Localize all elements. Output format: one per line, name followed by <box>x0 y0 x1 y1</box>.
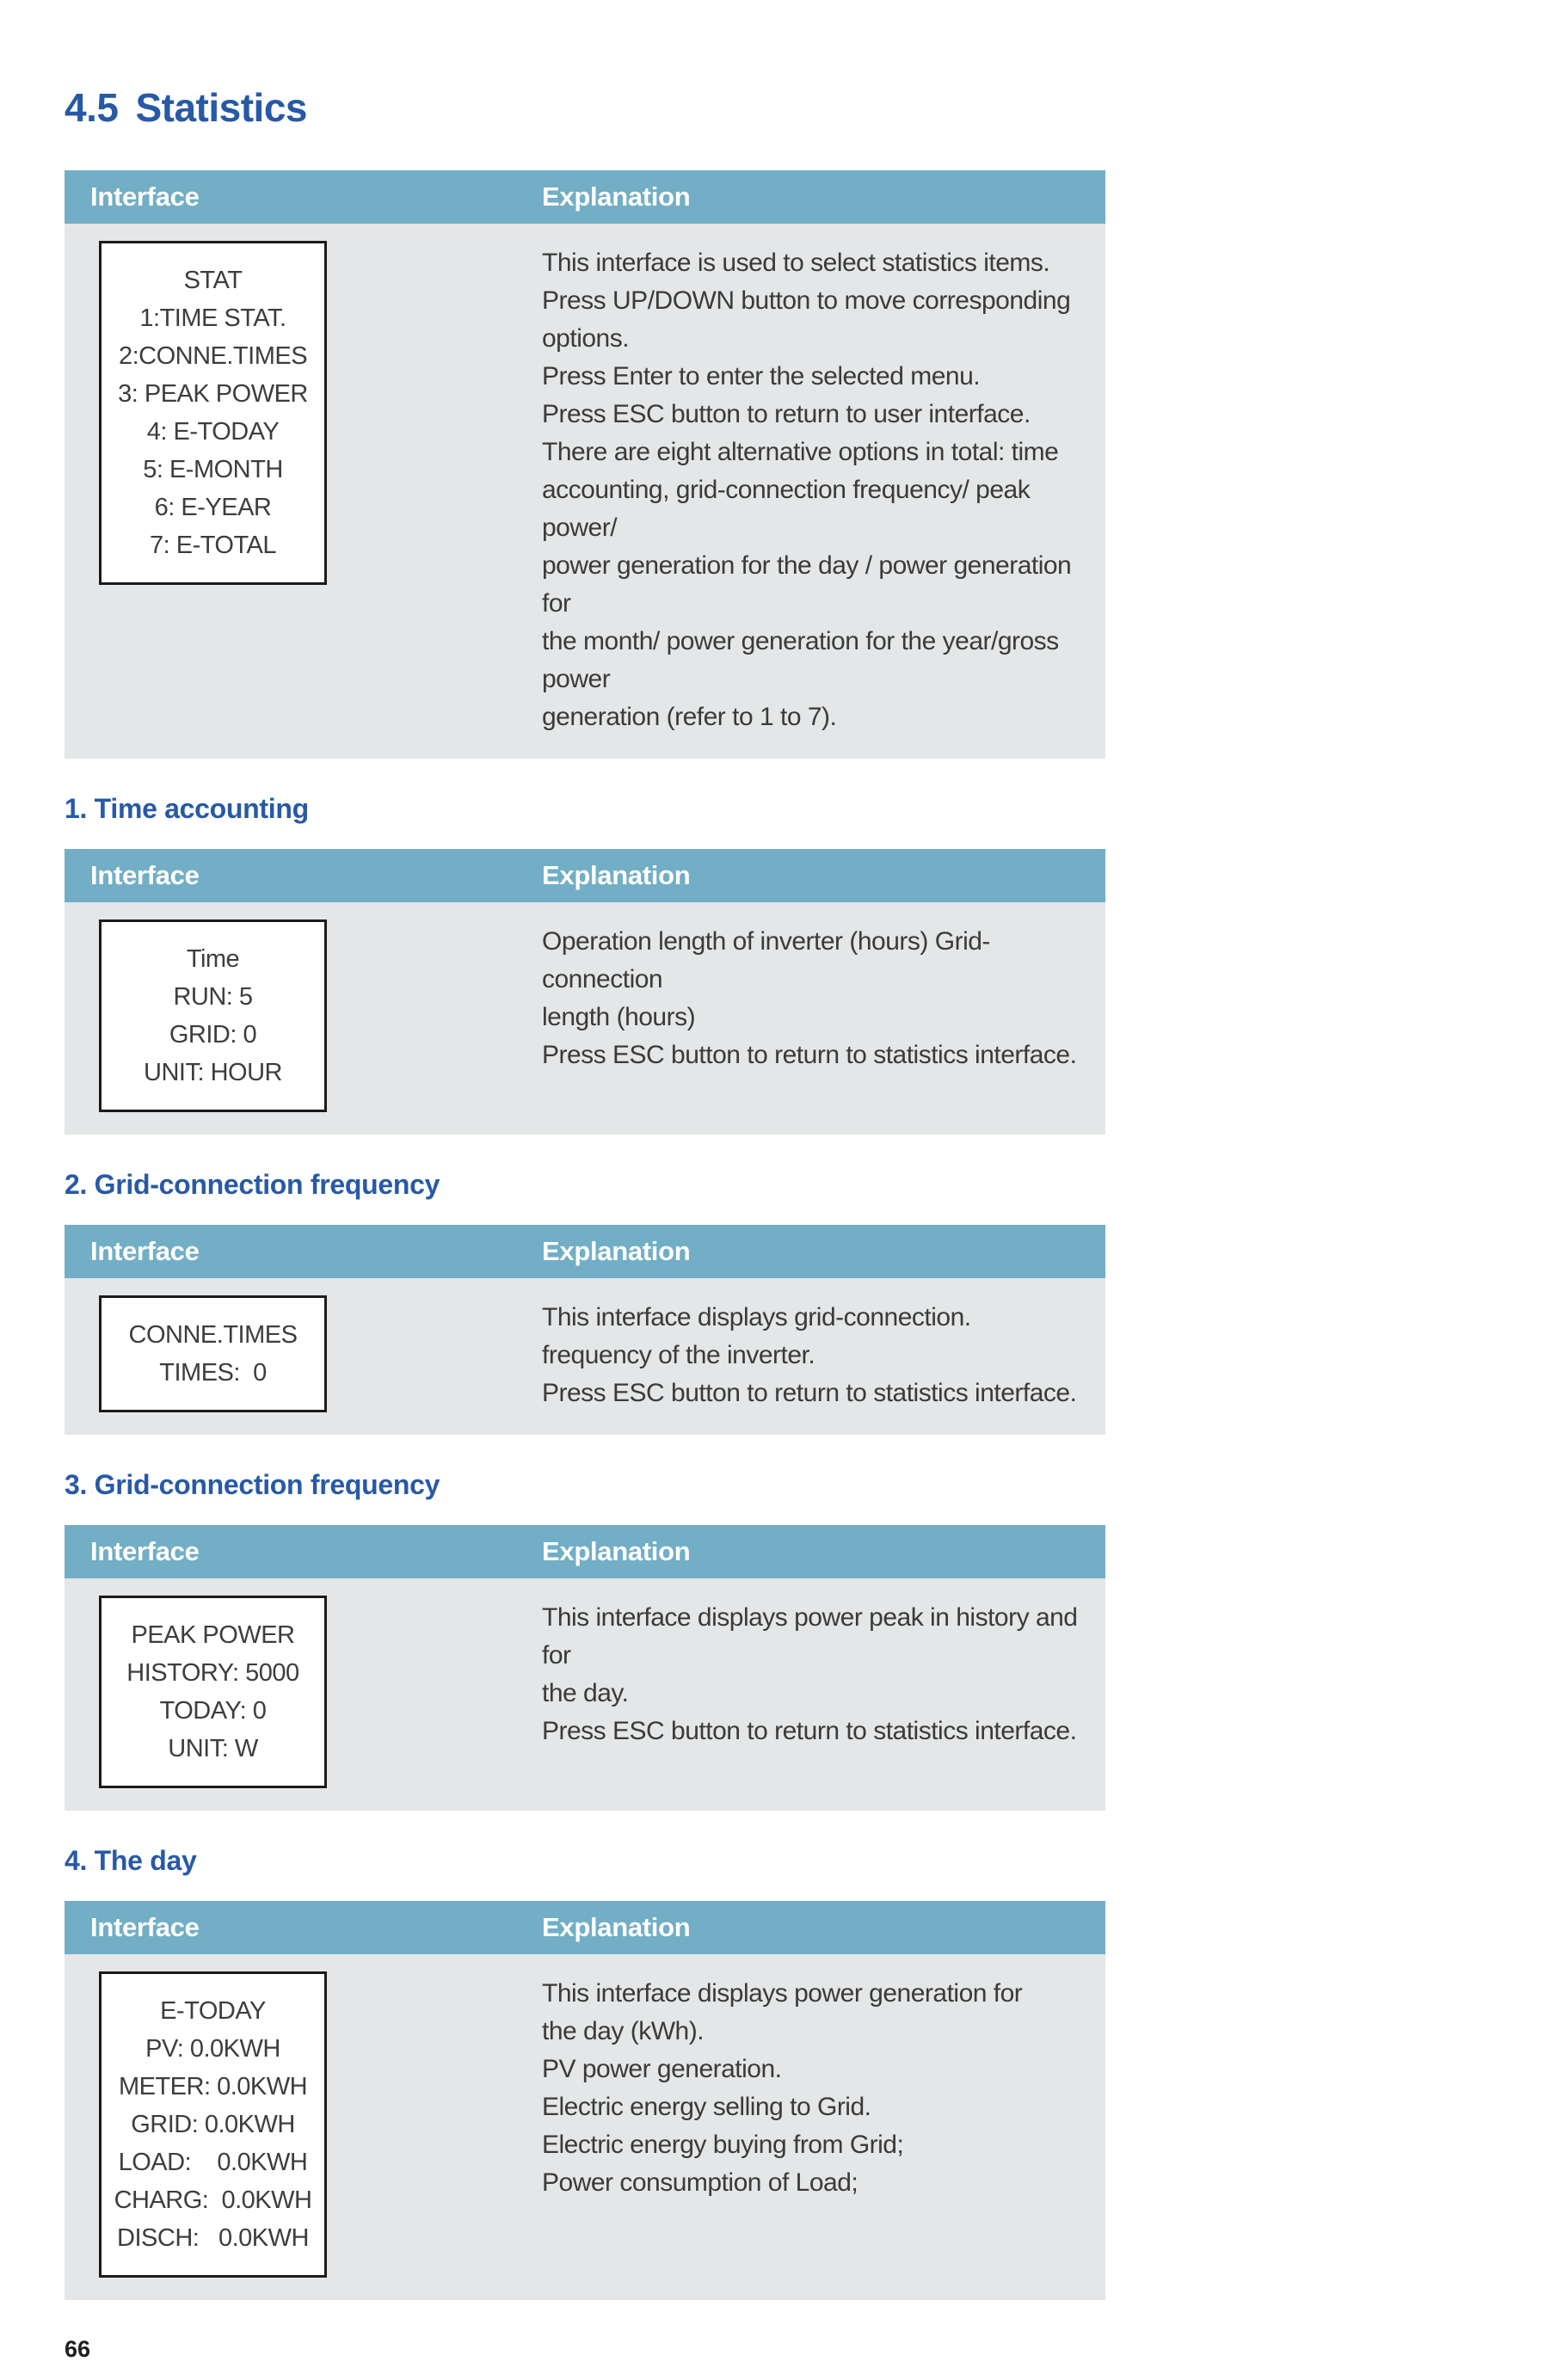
explanation-column-header: Explanation <box>542 860 691 890</box>
explanation-line: the day. <box>542 1679 629 1707</box>
lcd-screen <box>99 919 327 1112</box>
screen-line: 7: E-TOTAL <box>149 532 277 559</box>
screen-line: 6: E-YEAR <box>154 494 272 521</box>
explanation-line: This interface is used to select statistics items. <box>542 249 1050 277</box>
explanation-line: Press Enter to enter the selected menu. <box>542 362 981 391</box>
screen-line: TIMES: 0 <box>159 1359 267 1387</box>
explanation-line: accounting, grid-connection frequency/ peak power/ <box>542 476 1037 542</box>
section-heading-peak-power: 3. Grid-connection frequency <box>65 1469 440 1500</box>
explanation-line: Press ESC button to return to statistics interface. <box>542 1379 1077 1407</box>
explanation-line: PV power generation. <box>542 2055 782 2083</box>
interface-cell <box>65 1295 542 1412</box>
explanation-line: Press ESC button to return to statistics interface. <box>542 1717 1077 1745</box>
screen-line: PV: 0.0KWH <box>145 2035 280 2063</box>
page-title-text: Statistics <box>135 85 307 130</box>
explanation-line: Power consumption of Load; <box>542 2168 859 2197</box>
interface-cell <box>65 919 542 1112</box>
interface-column-header: Interface <box>90 181 200 212</box>
explanation-column-header: Explanation <box>542 1536 691 1566</box>
table-row <box>65 1954 1105 2300</box>
screen-line: TODAY: 0 <box>159 1697 267 1725</box>
screen-line: STAT <box>183 267 243 294</box>
explanation-cell <box>542 1295 1080 1412</box>
time-accounting-table <box>65 849 1105 1135</box>
lcd-screen <box>99 1295 327 1412</box>
explanation-line: This interface displays grid-connection. <box>542 1303 971 1331</box>
explanation-cell <box>542 241 1080 736</box>
page-title-number: 4.5 <box>65 85 119 130</box>
explanation-line: generation (refer to 1 to 7). <box>542 703 837 731</box>
explanation-line: length (hours) <box>542 1003 696 1031</box>
table-header <box>65 1901 1105 1954</box>
screen-line: HISTORY: 5000 <box>126 1659 299 1687</box>
interface-cell <box>65 1596 542 1788</box>
screen-line: PEAK POWER <box>131 1621 295 1649</box>
explanation-cell <box>542 1596 1085 1750</box>
manual-page <box>65 0 1105 2380</box>
table-header <box>65 849 1105 902</box>
interface-column-header: Interface <box>90 1236 200 1266</box>
table-row <box>65 224 1105 759</box>
e-today-table <box>65 1901 1105 2300</box>
peak-power-table <box>65 1525 1105 1811</box>
explanation-line: power generation for the day / power generation for <box>542 551 1079 618</box>
explanation-column-header: Explanation <box>542 181 691 212</box>
screen-line: RUN: 5 <box>173 983 253 1011</box>
table-row <box>65 1278 1105 1435</box>
explanation-column-header: Explanation <box>542 1236 691 1266</box>
explanation-line: This interface displays power peak in history and for <box>542 1603 1085 1670</box>
table-header <box>65 170 1105 224</box>
interface-column-header: Interface <box>90 1912 200 1942</box>
lcd-screen <box>99 1596 327 1788</box>
explanation-column-header: Explanation <box>542 1912 691 1942</box>
screen-line: GRID: 0.0KWH <box>131 2111 295 2138</box>
explanation-line: Operation length of inverter (hours) Grid-connection <box>542 927 990 993</box>
lcd-screen <box>99 241 327 585</box>
lcd-screen <box>99 1971 327 2278</box>
table-header <box>65 1525 1105 1578</box>
page-title <box>65 0 1105 131</box>
screen-line: GRID: 0 <box>169 1021 257 1049</box>
explanation-line: Press UP/DOWN button to move corresponding options. <box>542 286 1078 353</box>
screen-line: UNIT: HOUR <box>144 1059 282 1086</box>
explanation-line: This interface displays power generation for <box>542 1979 1023 2008</box>
screen-line: 5: E-MONTH <box>143 456 283 483</box>
explanation-line: frequency of the inverter. <box>542 1341 815 1369</box>
explanation-line: the day (kWh). <box>542 2017 705 2045</box>
statistics-menu-table <box>65 170 1105 759</box>
interface-cell <box>65 1971 542 2278</box>
interface-cell <box>65 241 542 585</box>
table-row <box>65 1578 1105 1811</box>
explanation-line: There are eight alternative options in total: time <box>542 438 1059 466</box>
screen-line: Time <box>186 945 240 973</box>
interface-column-header: Interface <box>90 860 200 890</box>
explanation-line: Press ESC button to return to user interface. <box>542 400 1031 428</box>
explanation-cell <box>542 1971 1080 2202</box>
section-heading-time-accounting: 1. Time accounting <box>65 793 309 824</box>
grid-connection-times-table <box>65 1225 1105 1435</box>
screen-line: 1:TIME STAT. <box>139 304 286 332</box>
screen-line: DISCH: 0.0KWH <box>117 2224 309 2252</box>
explanation-line: Press ESC button to return to statistics interface. <box>542 1041 1077 1069</box>
screen-line: 2:CONNE.TIMES <box>118 342 308 370</box>
explanation-line: Electric energy buying from Grid; <box>542 2131 904 2159</box>
table-header <box>65 1225 1105 1278</box>
screen-line: 4: E-TODAY <box>146 418 280 446</box>
screen-line: CONNE.TIMES <box>128 1321 298 1349</box>
explanation-line: the month/ power generation for the year/gross power <box>542 627 1066 693</box>
screen-line: CHARG: 0.0KWH <box>114 2186 312 2214</box>
screen-line: LOAD: 0.0KWH <box>118 2149 308 2176</box>
interface-column-header: Interface <box>90 1536 200 1566</box>
page-number: 66 <box>65 2336 91 2362</box>
screen-line: UNIT: W <box>168 1735 258 1762</box>
section-heading-grid-connection-frequency: 2. Grid-connection frequency <box>65 1169 440 1200</box>
screen-line: METER: 0.0KWH <box>118 2073 308 2100</box>
screen-line: 3: PEAK POWER <box>118 380 308 408</box>
section-heading-the-day: 4. The day <box>65 1845 197 1876</box>
table-row <box>65 902 1105 1135</box>
explanation-cell <box>542 919 1080 1074</box>
screen-line: E-TODAY <box>160 1997 266 2025</box>
explanation-line: Electric energy selling to Grid. <box>542 2093 871 2121</box>
